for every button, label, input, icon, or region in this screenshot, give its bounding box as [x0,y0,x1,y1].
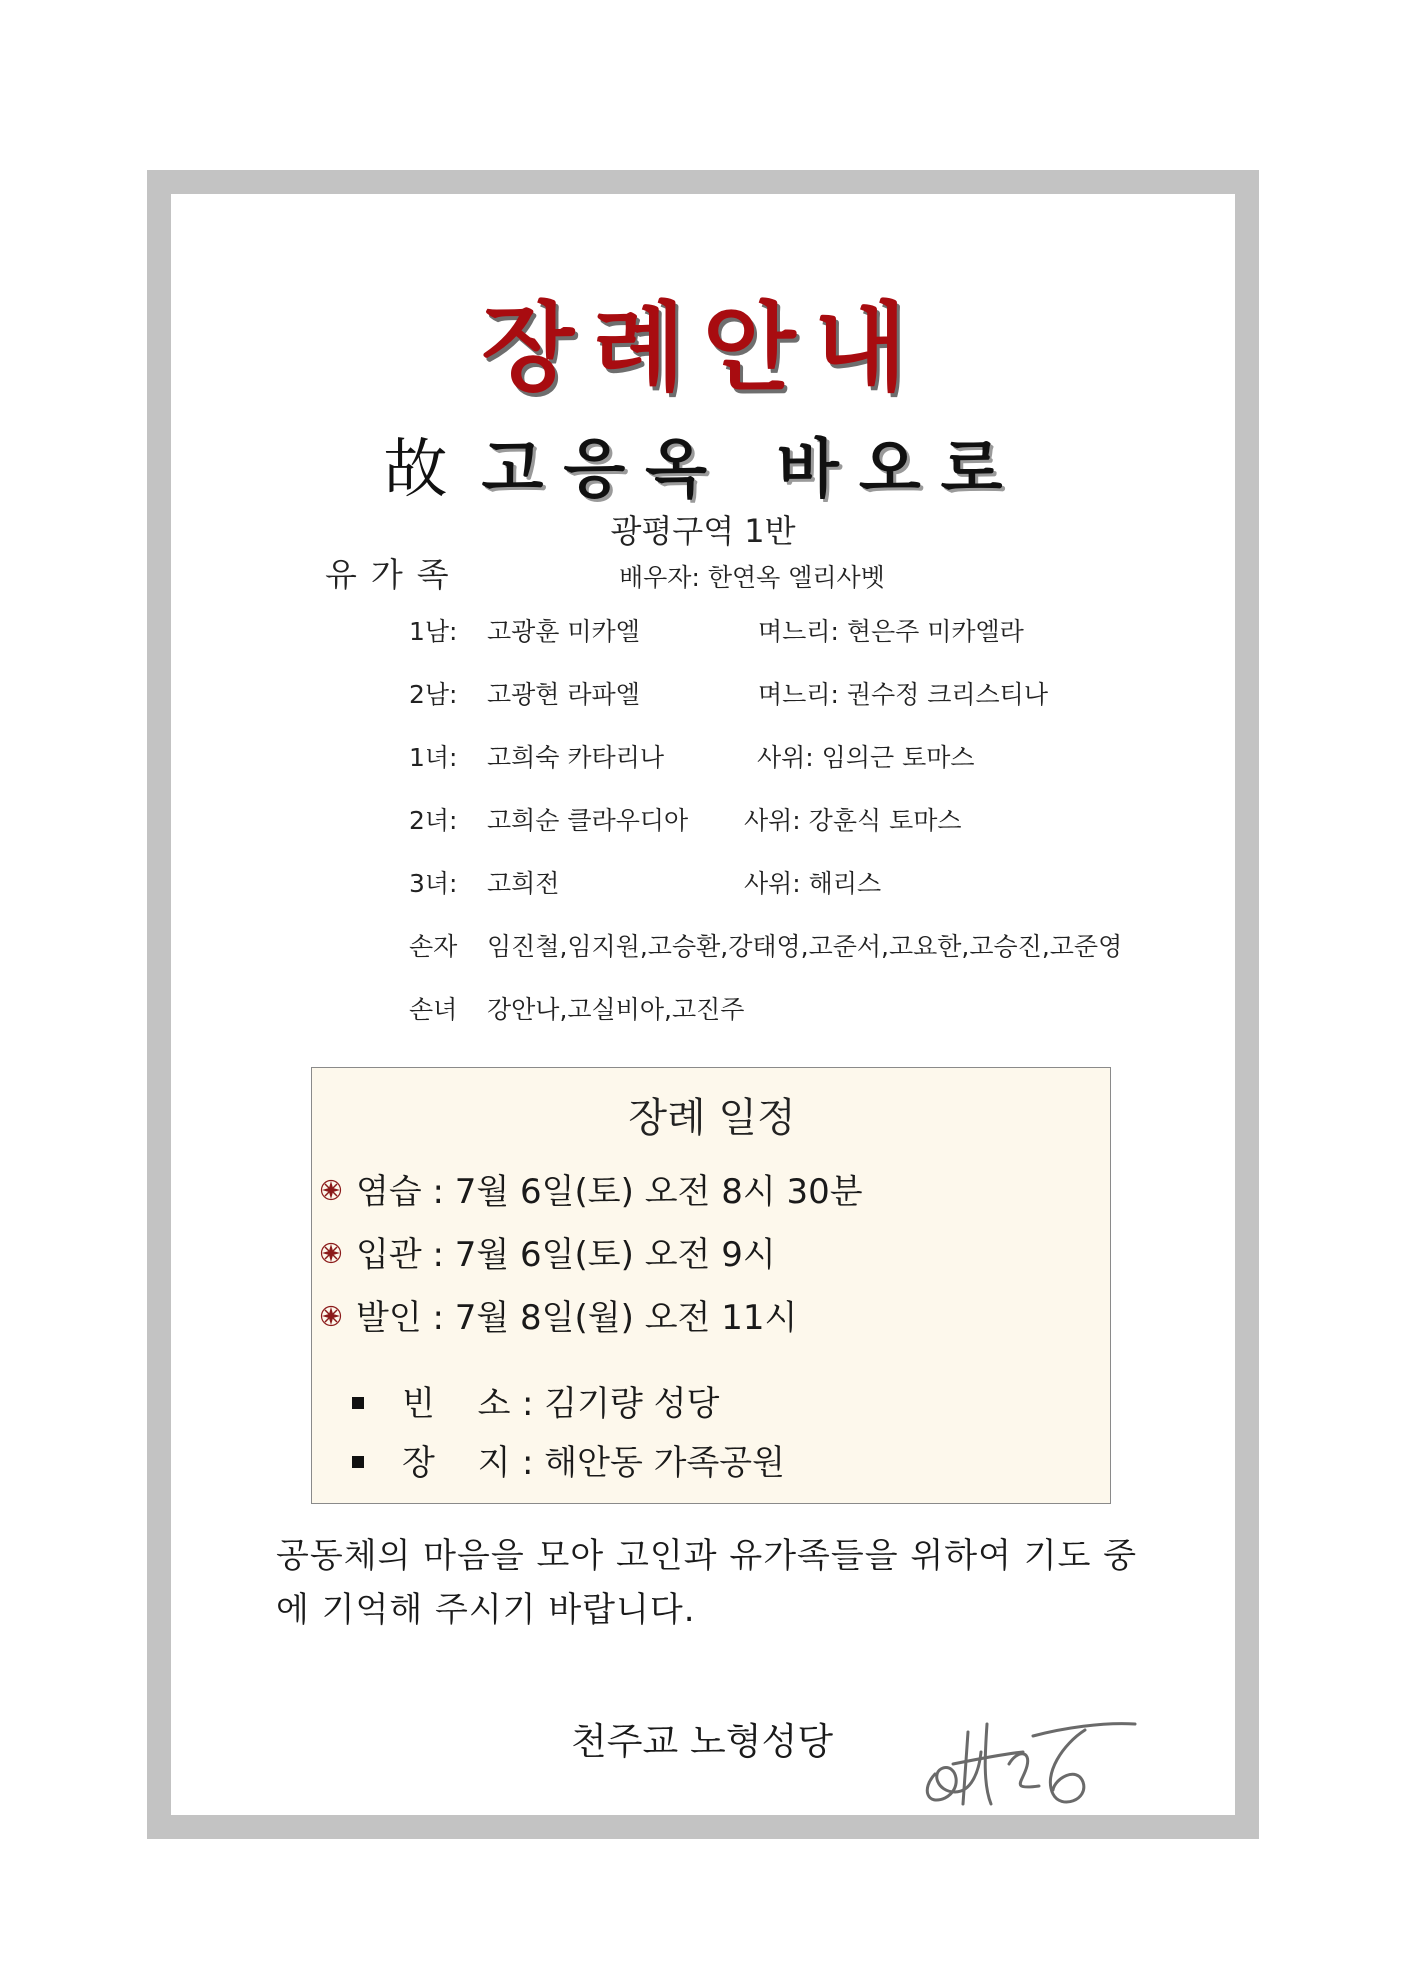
square-bullet-icon [352,1397,364,1409]
family-row-relation: 며느리: 권수정 크리스티나 [758,680,1048,709]
cross-icon [320,1179,342,1201]
family-row-name: 임진철,임지원,고승환,강태영,고준서,고요한,고승진,고준영 [487,932,1123,961]
page-frame [147,170,1259,1839]
church-name: 천주교 노형성당 [571,1720,833,1763]
schedule-box [311,1067,1111,1504]
cross-icon [320,1305,342,1327]
family-label: 유가족 [325,555,463,594]
family-row-name: 고광현 라파엘 [487,680,640,709]
square-bullet-icon [352,1456,364,1468]
deceased-baptismal-name: 바오로 [777,433,1023,507]
deceased-honorific: 故 [383,433,468,507]
family-row-label: 2남: [409,680,458,709]
notice-page [171,194,1235,1815]
district: 광평구역 1반 [610,512,796,550]
family-row-label: 1녀: [409,743,458,772]
family-row-relation: 사위: 임의근 토마스 [757,743,975,772]
place-value: : 해안동 가족공원 [522,1443,785,1483]
place-label: 빈 소 [402,1384,527,1424]
deceased-name: 고응옥 [481,433,727,507]
family-row-name: 고희순 클라우디아 [487,806,689,835]
family-row-relation: 사위: 해리스 [744,869,882,898]
family-row-label: 3녀: [409,869,458,898]
family-row-name: 고희전 [487,869,560,898]
family-row-name: 고광훈 미카엘 [487,617,640,646]
schedule-item-text: 염습 : 7월 6일(토) 오전 8시 30분 [356,1172,863,1212]
schedule-item-text: 발인 : 7월 8일(월) 오전 11시 [356,1298,798,1338]
family-row-label: 1남: [409,617,458,646]
family-row-label: 손녀 [409,995,458,1024]
place-label: 장 지 [402,1443,527,1483]
family-row-relation: 사위: 강훈식 토마스 [744,806,962,835]
closing-message: 공동체의 마음을 모아 고인과 유가족들을 위하여 기도 중에 기억해 주시기 바랍니다. [276,1536,1138,1630]
place-item [352,1435,785,1484]
signature-image [913,1694,1143,1814]
family-row-name: 강안나,고실비아,고진주 [487,995,745,1024]
cross-icon [320,1242,342,1264]
schedule-title: 장례 일정 [628,1095,796,1141]
schedule-item [320,1290,797,1339]
place-item [352,1376,719,1425]
page-title: 장례안내 [481,292,925,404]
family-row-label: 손자 [409,932,458,961]
family-row-name: 고희숙 카타리나 [487,743,664,772]
place-value: : 김기량 성당 [522,1384,720,1424]
family-row-label: 2녀: [409,806,458,835]
deceased-name-line [171,418,1235,510]
schedule-item [320,1164,863,1213]
schedule-item-text: 입관 : 7월 6일(토) 오전 9시 [356,1235,776,1275]
spouse-line: 배우자: 한연옥 엘리사벳 [619,563,885,592]
family-row-relation: 며느리: 현은주 미카엘라 [758,617,1024,646]
schedule-item [320,1227,776,1276]
